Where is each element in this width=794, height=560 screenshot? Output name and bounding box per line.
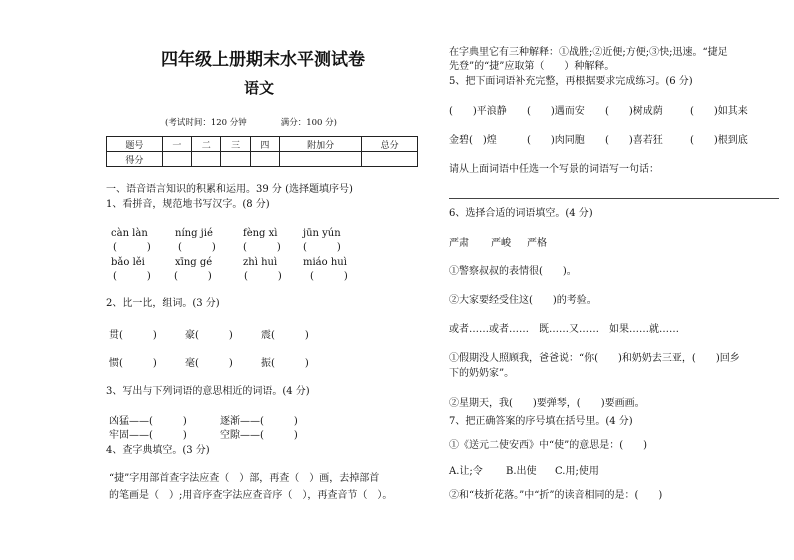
fill-word[interactable]: ( )树成荫	[605, 106, 663, 117]
fill-word[interactable]: 金碧( )煌	[449, 135, 497, 146]
word-option: 严肃	[449, 238, 469, 249]
near-word-item[interactable]: 逐渐——( )	[220, 416, 298, 427]
score-table-header-row	[107, 137, 418, 152]
pinyin: zhì huì	[243, 257, 278, 268]
section-1-heading: 一、语音语言知识的积累和运用。39 分 (选择题填序号)	[106, 184, 353, 195]
fill-word[interactable]: ( )喜若狂	[605, 135, 663, 146]
answer-blank[interactable]: ( )	[243, 242, 281, 253]
question-4-line-1: “捷”字用部首查字法应查（ ）部，再查（ ）画，去掉部首	[109, 473, 380, 484]
question-6: 6、选择合适的词语填空。(4 分)	[449, 208, 593, 219]
pinyin: fèng xì	[243, 228, 278, 239]
near-word-item[interactable]: 空隙——( )	[220, 430, 298, 441]
score-input-cell[interactable]	[362, 152, 418, 167]
compare-item[interactable]: 贯( )	[109, 330, 157, 341]
fill-word[interactable]: ( )根到底	[690, 135, 748, 146]
score-table	[106, 136, 418, 167]
answer-blank[interactable]: ( )	[174, 271, 212, 282]
pinyin: miáo huì	[303, 257, 347, 268]
fill-word[interactable]: ( )遇而安	[527, 106, 585, 117]
option-c[interactable]: C.用;使用	[555, 466, 599, 477]
word-option: 严峻	[491, 238, 511, 249]
q4-continued-line-1: 在字典里它有三种解释：①战胜;②近便;方便;③快;迅速。“捷足	[449, 47, 728, 58]
question-7-item-2[interactable]: ②和“枝折花落。”中“折”的读音相同的是：( )	[449, 490, 663, 501]
answer-blank[interactable]: ( )	[113, 271, 151, 282]
pinyin: jūn yún	[303, 228, 341, 239]
question-5: 5、把下面词语补充完整，再根据要求完成练习。(6 分)	[449, 76, 693, 87]
question-4-line-2: 的笔画是（ ）;用音序查字法应查音序（ ），再查音节（ ）。	[109, 490, 393, 501]
question-6-sentence-3-cont: 下的奶奶家”。	[449, 368, 515, 379]
compare-item[interactable]: 毫( )	[185, 358, 233, 369]
pinyin: xīng gé	[175, 257, 213, 268]
answer-blank[interactable]: ( )	[310, 271, 348, 282]
table-cell: 二	[192, 137, 221, 152]
compare-item[interactable]: 振( )	[261, 358, 309, 369]
score-input-cell[interactable]	[280, 152, 362, 167]
word-option: 严格	[527, 238, 547, 249]
question-7: 7、把正确答案的序号填在括号里。(4 分)	[449, 416, 633, 427]
score-input-cell[interactable]	[250, 152, 279, 167]
table-cell: 总分	[362, 137, 418, 152]
fill-word[interactable]: ( )肉同胞	[527, 135, 585, 146]
question-2: 2、比一比，组词。(3 分)	[106, 298, 220, 309]
pinyin: níng jié	[175, 228, 213, 239]
table-cell: 一	[162, 137, 191, 152]
score-input-cell[interactable]	[162, 152, 191, 167]
option-b[interactable]: B.出使	[506, 466, 537, 477]
question-7-item-1[interactable]: ①《送元二使安西》中“使”的意思是：( )	[449, 440, 648, 451]
compare-item[interactable]: 豪( )	[185, 330, 233, 341]
question-4: 4、查字典填空。(3 分)	[106, 445, 210, 456]
near-word-item[interactable]: 牢固——( )	[109, 430, 187, 441]
question-6-sentence-3[interactable]: ①假期没人照顾我，爸爸说：“你( )和奶奶去三亚，( )回乡	[449, 353, 740, 364]
near-word-item[interactable]: 凶猛——( )	[109, 416, 187, 427]
answer-line[interactable]	[449, 198, 779, 199]
question-1: 1、看拼音，规范地书写汉字。(8 分)	[106, 199, 270, 210]
pinyin: bǎo lěi	[111, 257, 145, 268]
option-a[interactable]: A.让;令	[449, 466, 483, 477]
score-input-cell[interactable]	[221, 152, 250, 167]
exam-info: (考试时间：120 分钟 满分：100 分)	[165, 118, 337, 128]
fill-word[interactable]: ( )如其来	[690, 106, 748, 117]
answer-blank[interactable]: ( )	[244, 271, 282, 282]
q4-continued-line-2: 先登”的“捷”应取第（ ）种解释。	[449, 61, 615, 72]
question-6-sentence-2[interactable]: ②大家要经受住这( )的考验。	[449, 295, 597, 306]
table-cell: 附加分	[280, 137, 362, 152]
question-3: 3、写出与下列词语的意思相近的词语。(4 分)	[106, 386, 310, 397]
fill-word[interactable]: ( )平浪静	[449, 106, 507, 117]
question-6-sentence-1[interactable]: ①警察叔叔的表情很( )。	[449, 266, 577, 277]
compare-item[interactable]: 惯( )	[109, 358, 157, 369]
table-cell: 题号	[107, 137, 163, 152]
question-6-sentence-4[interactable]: ②星期天，我( )要弹琴，( )要画画。	[449, 398, 645, 409]
answer-blank[interactable]: ( )	[113, 242, 151, 253]
table-cell: 四	[250, 137, 279, 152]
table-cell: 三	[221, 137, 250, 152]
score-input-cell[interactable]	[192, 152, 221, 167]
exam-title: 四年级上册期末水平测试卷	[161, 50, 365, 70]
score-table-score-row	[107, 152, 418, 167]
pinyin: càn làn	[111, 228, 148, 239]
answer-blank[interactable]: ( )	[178, 242, 216, 253]
exam-subject: 语文	[244, 79, 275, 97]
conjunction-options: 或者……或者…… 既……又…… 如果……就……	[449, 324, 679, 335]
write-sentence-prompt: 请从上面词语中任选一个写景的词语写一句话：	[449, 164, 659, 175]
answer-blank[interactable]: ( )	[303, 242, 341, 253]
compare-item[interactable]: 震( )	[261, 330, 309, 341]
table-cell: 得分	[107, 152, 163, 167]
